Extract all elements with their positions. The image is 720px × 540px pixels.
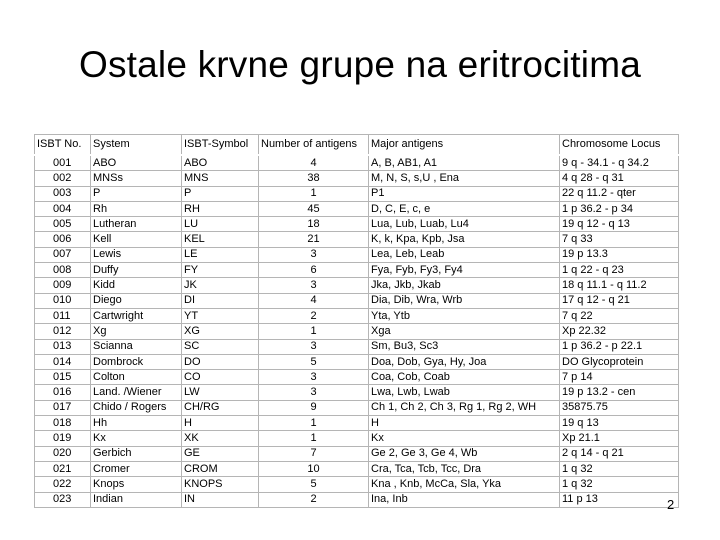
cell-major-antigens: H — [369, 416, 560, 431]
cell-number-of-antigens: 38 — [259, 171, 369, 186]
cell-number-of-antigens: 4 — [259, 293, 369, 308]
cell-major-antigens: Kna , Knb, McCa, Sla, Yka — [369, 477, 560, 492]
header-isbt-no: ISBT No. — [35, 135, 91, 156]
cell-isbt-symbol: DO — [182, 354, 259, 369]
table-row — [35, 324, 679, 339]
table-row — [35, 308, 679, 323]
cell-isbt-symbol: LE — [182, 247, 259, 262]
cell-chromosome-locus: Xp 22.32 — [560, 324, 679, 339]
cell-isbt-no: 013 — [35, 339, 91, 354]
cell-isbt-symbol: IN — [182, 492, 259, 507]
cell-isbt-no: 001 — [35, 155, 91, 171]
cell-number-of-antigens: 2 — [259, 308, 369, 323]
cell-isbt-symbol: CROM — [182, 461, 259, 476]
cell-chromosome-locus: 4 q 28 - q 31 — [560, 171, 679, 186]
cell-system: Land. /Wiener — [91, 385, 182, 400]
cell-system: Chido / Rogers — [91, 400, 182, 415]
cell-chromosome-locus: Xp 21.1 — [560, 431, 679, 446]
cell-chromosome-locus: 19 p 13.3 — [560, 247, 679, 262]
cell-system: Duffy — [91, 263, 182, 278]
cell-chromosome-locus: 1 q 32 — [560, 461, 679, 476]
cell-chromosome-locus: 7 q 22 — [560, 308, 679, 323]
cell-isbt-no: 017 — [35, 400, 91, 415]
table-row — [35, 385, 679, 400]
table-row — [35, 400, 679, 415]
cell-isbt-no: 007 — [35, 247, 91, 262]
cell-major-antigens: Coa, Cob, Coab — [369, 370, 560, 385]
table-row — [35, 217, 679, 232]
cell-isbt-no: 023 — [35, 492, 91, 507]
cell-isbt-symbol: FY — [182, 263, 259, 278]
table-row — [35, 446, 679, 461]
cell-major-antigens: Doa, Dob, Gya, Hy, Joa — [369, 354, 560, 369]
cell-major-antigens: K, k, Kpa, Kpb, Jsa — [369, 232, 560, 247]
cell-number-of-antigens: 1 — [259, 186, 369, 201]
cell-system: P — [91, 186, 182, 201]
cell-isbt-symbol: ABO — [182, 155, 259, 171]
cell-number-of-antigens: 21 — [259, 232, 369, 247]
table-row — [35, 155, 679, 171]
cell-isbt-no: 015 — [35, 370, 91, 385]
cell-major-antigens: Ge 2, Ge 3, Ge 4, Wb — [369, 446, 560, 461]
cell-major-antigens: Xga — [369, 324, 560, 339]
table-row — [35, 263, 679, 278]
cell-major-antigens: Lea, Leb, Leab — [369, 247, 560, 262]
table-row — [35, 293, 679, 308]
cell-isbt-no: 022 — [35, 477, 91, 492]
cell-isbt-symbol: LU — [182, 217, 259, 232]
cell-chromosome-locus: 1 q 22 - q 23 — [560, 263, 679, 278]
cell-isbt-no: 021 — [35, 461, 91, 476]
table-row — [35, 431, 679, 446]
cell-major-antigens: Fya, Fyb, Fy3, Fy4 — [369, 263, 560, 278]
cell-system: Rh — [91, 201, 182, 216]
cell-major-antigens: Ina, Inb — [369, 492, 560, 507]
table-row — [35, 416, 679, 431]
cell-major-antigens: Sm, Bu3, Sc3 — [369, 339, 560, 354]
table-row — [35, 492, 679, 507]
cell-chromosome-locus: 19 q 12 - q 13 — [560, 217, 679, 232]
table-row — [35, 339, 679, 354]
cell-system: Knops — [91, 477, 182, 492]
cell-number-of-antigens: 1 — [259, 416, 369, 431]
cell-isbt-symbol: YT — [182, 308, 259, 323]
cell-number-of-antigens: 9 — [259, 400, 369, 415]
cell-isbt-no: 008 — [35, 263, 91, 278]
cell-system: Colton — [91, 370, 182, 385]
cell-isbt-no: 016 — [35, 385, 91, 400]
table-row — [35, 247, 679, 262]
cell-isbt-symbol: DI — [182, 293, 259, 308]
cell-isbt-no: 014 — [35, 354, 91, 369]
table-row — [35, 201, 679, 216]
cell-isbt-no: 019 — [35, 431, 91, 446]
cell-system: MNSs — [91, 171, 182, 186]
cell-major-antigens: P1 — [369, 186, 560, 201]
cell-number-of-antigens: 1 — [259, 324, 369, 339]
cell-isbt-symbol: P — [182, 186, 259, 201]
cell-system: Diego — [91, 293, 182, 308]
table-row — [35, 278, 679, 293]
cell-system: Kell — [91, 232, 182, 247]
cell-chromosome-locus: 2 q 14 - q 21 — [560, 446, 679, 461]
cell-number-of-antigens: 18 — [259, 217, 369, 232]
page-number: 2 — [667, 497, 675, 512]
cell-isbt-no: 009 — [35, 278, 91, 293]
cell-system: Indian — [91, 492, 182, 507]
table-row — [35, 461, 679, 476]
cell-isbt-no: 004 — [35, 201, 91, 216]
table-row — [35, 232, 679, 247]
cell-number-of-antigens: 7 — [259, 446, 369, 461]
header-isbt-symbol: ISBT-Symbol — [182, 135, 259, 156]
cell-major-antigens: A, B, AB1, A1 — [369, 155, 560, 171]
table-row — [35, 171, 679, 186]
cell-isbt-no: 005 — [35, 217, 91, 232]
cell-isbt-no: 003 — [35, 186, 91, 201]
cell-major-antigens: Jka, Jkb, Jkab — [369, 278, 560, 293]
cell-isbt-no: 012 — [35, 324, 91, 339]
cell-number-of-antigens: 1 — [259, 431, 369, 446]
cell-isbt-symbol: RH — [182, 201, 259, 216]
header-chromosome-locus: Chromosome Locus — [560, 135, 679, 156]
cell-major-antigens: Ch 1, Ch 2, Ch 3, Rg 1, Rg 2, WH — [369, 400, 560, 415]
cell-chromosome-locus: 18 q 11.1 - q 11.2 — [560, 278, 679, 293]
cell-system: Kidd — [91, 278, 182, 293]
cell-chromosome-locus: 19 p 13.2 - cen — [560, 385, 679, 400]
cell-isbt-symbol: CO — [182, 370, 259, 385]
cell-system: Hh — [91, 416, 182, 431]
cell-number-of-antigens: 5 — [259, 354, 369, 369]
cell-chromosome-locus: 9 q - 34.1 - q 34.2 — [560, 155, 679, 171]
cell-number-of-antigens: 6 — [259, 263, 369, 278]
cell-system: Kx — [91, 431, 182, 446]
cell-isbt-no: 018 — [35, 416, 91, 431]
cell-system: Lewis — [91, 247, 182, 262]
cell-system: Lutheran — [91, 217, 182, 232]
cell-isbt-symbol: JK — [182, 278, 259, 293]
cell-chromosome-locus: 35875.75 — [560, 400, 679, 415]
table-body — [35, 155, 679, 507]
cell-chromosome-locus: 1 p 36.2 - p 22.1 — [560, 339, 679, 354]
cell-chromosome-locus: 11 p 13 — [560, 492, 679, 507]
cell-system: Cromer — [91, 461, 182, 476]
cell-chromosome-locus: 19 q 13 — [560, 416, 679, 431]
blood-group-table — [34, 134, 679, 508]
cell-chromosome-locus: DO Glycoprotein — [560, 354, 679, 369]
slide-title: Ostale krvne grupe na eritrocitima — [78, 44, 642, 85]
cell-isbt-symbol: LW — [182, 385, 259, 400]
cell-number-of-antigens: 3 — [259, 278, 369, 293]
cell-number-of-antigens: 2 — [259, 492, 369, 507]
cell-major-antigens: Yta, Ytb — [369, 308, 560, 323]
cell-number-of-antigens: 3 — [259, 385, 369, 400]
cell-number-of-antigens: 10 — [259, 461, 369, 476]
cell-isbt-no: 020 — [35, 446, 91, 461]
cell-number-of-antigens: 45 — [259, 201, 369, 216]
cell-isbt-no: 002 — [35, 171, 91, 186]
cell-chromosome-locus: 1 p 36.2 - p 34 — [560, 201, 679, 216]
cell-chromosome-locus: 17 q 12 - q 21 — [560, 293, 679, 308]
cell-major-antigens: D, C, E, c, e — [369, 201, 560, 216]
cell-isbt-symbol: KNOPS — [182, 477, 259, 492]
cell-system: Scianna — [91, 339, 182, 354]
cell-chromosome-locus: 7 p 14 — [560, 370, 679, 385]
cell-isbt-symbol: XK — [182, 431, 259, 446]
cell-major-antigens: Dia, Dib, Wra, Wrb — [369, 293, 560, 308]
cell-major-antigens: Lwa, Lwb, Lwab — [369, 385, 560, 400]
cell-major-antigens: M, N, S, s,U , Ena — [369, 171, 560, 186]
cell-isbt-symbol: SC — [182, 339, 259, 354]
cell-major-antigens: Lua, Lub, Luab, Lu4 — [369, 217, 560, 232]
table-row — [35, 370, 679, 385]
cell-system: Dombrock — [91, 354, 182, 369]
cell-number-of-antigens: 3 — [259, 370, 369, 385]
cell-isbt-no: 006 — [35, 232, 91, 247]
cell-chromosome-locus: 1 q 32 — [560, 477, 679, 492]
cell-major-antigens: Cra, Tca, Tcb, Tcc, Dra — [369, 461, 560, 476]
cell-isbt-symbol: GE — [182, 446, 259, 461]
cell-number-of-antigens: 3 — [259, 339, 369, 354]
cell-chromosome-locus: 22 q 11.2 - qter — [560, 186, 679, 201]
cell-number-of-antigens: 3 — [259, 247, 369, 262]
cell-chromosome-locus: 7 q 33 — [560, 232, 679, 247]
cell-major-antigens: Kx — [369, 431, 560, 446]
table-row — [35, 477, 679, 492]
cell-isbt-symbol: XG — [182, 324, 259, 339]
cell-number-of-antigens: 4 — [259, 155, 369, 171]
cell-isbt-symbol: MNS — [182, 171, 259, 186]
cell-isbt-no: 011 — [35, 308, 91, 323]
table-row — [35, 186, 679, 201]
cell-isbt-symbol: CH/RG — [182, 400, 259, 415]
cell-system: Gerbich — [91, 446, 182, 461]
cell-system: Xg — [91, 324, 182, 339]
cell-system: ABO — [91, 155, 182, 171]
table-row — [35, 354, 679, 369]
cell-isbt-symbol: KEL — [182, 232, 259, 247]
cell-number-of-antigens: 5 — [259, 477, 369, 492]
cell-system: Cartwright — [91, 308, 182, 323]
header-system: System — [91, 135, 182, 156]
cell-isbt-symbol: H — [182, 416, 259, 431]
header-major-antigens: Major antigens — [369, 135, 560, 156]
blood-group-table-container — [34, 134, 678, 506]
table-header-row — [35, 135, 679, 156]
header-number-of-antigens: Number of antigens — [259, 135, 369, 156]
cell-isbt-no: 010 — [35, 293, 91, 308]
